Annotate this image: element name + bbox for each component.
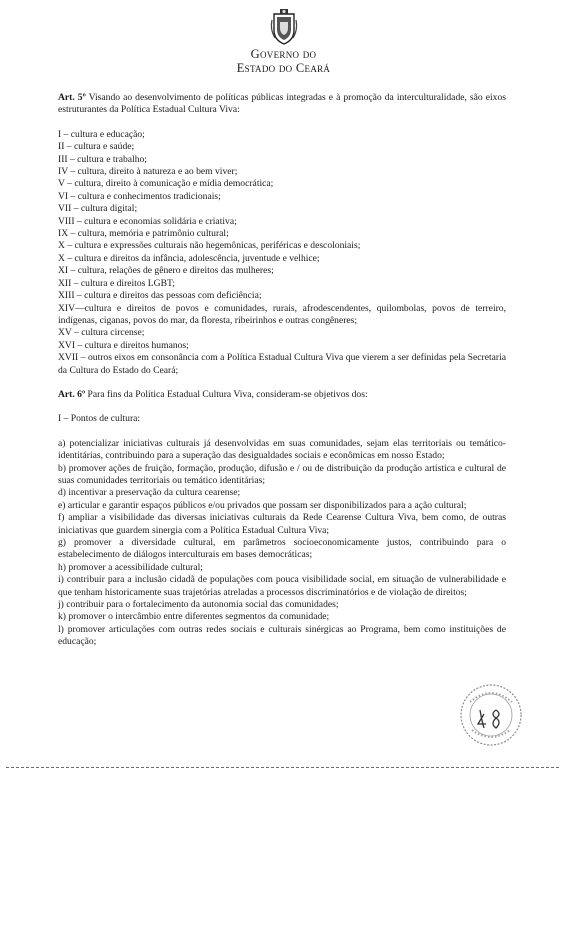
art5-item: VIII – cultura e economias solidária e criativa; bbox=[58, 215, 237, 227]
art5-item: III – cultura e trabalho; bbox=[58, 153, 147, 165]
page-stamp-icon bbox=[456, 680, 526, 750]
art5-text: Visando ao desenvolvimento de políticas públicas integradas e à promoção da interculturalidade, são eixos estruturantes da Política Estadual Cultura Viva: bbox=[58, 92, 506, 116]
art6-item: a) potencializar iniciativas culturais já desenvolvidas em suas comunidades, sejam elas territoriais ou temático-identitárias, contribuindo para a superação das desigualdades sociais e econômicas em nosso Estado; bbox=[58, 437, 506, 462]
art6-label: Art. 6º bbox=[58, 388, 86, 400]
art5-item: V – cultura, direito à comunicação e mídia democrática; bbox=[58, 178, 274, 190]
art5-item: XVI – cultura e direitos humanos; bbox=[58, 339, 189, 351]
art5-item: X – cultura e expressões culturais não hegemônicas, periféricas e descoloniais; bbox=[58, 240, 361, 252]
art5-item: I – cultura e educação; bbox=[58, 128, 145, 140]
art5-label: Art. 5º bbox=[58, 92, 86, 103]
art5-item: IX – cultura, memória e patrimônio cultural; bbox=[58, 228, 229, 240]
art5-item: VII – cultura digital; bbox=[58, 203, 138, 215]
art6-paragraph bbox=[58, 389, 506, 401]
art6-text: Para fins da Política Estadual Cultura Viva, consideram-se objetivos dos: bbox=[85, 388, 368, 400]
art5-item: XIII – cultura e direitos das pessoas com deficiência; bbox=[58, 290, 262, 302]
art5-item: X – cultura e direitos da infância, adolescência, juventude e velhice; bbox=[58, 252, 320, 264]
art6-item: j) contribuir para o fortalecimento da autonomia social das comunidades; bbox=[58, 599, 339, 611]
state-coat-of-arms-icon bbox=[269, 8, 299, 46]
art6-item: g) promover a diversidade cultural, em parâmetros socioeconomicamente justos, contribuindo para o estabelecimento de diálogos interculturais em bases democráticas; bbox=[58, 537, 506, 561]
art5-paragraph bbox=[58, 92, 506, 117]
art6-item: b) promover ações de fruição, formação, produção, difusão e / ou de distribuição da produção artística e cultural de suas comunidades territoriais ou temático identitárias; bbox=[58, 462, 506, 486]
art6-items-list bbox=[58, 438, 506, 649]
art6-item: i) contribuir para a inclusão cidadã de populações com pouca visibilidade social, em situação de vulnerabilidade e que tenham historicamente suas trajetórias atreladas a processos discriminatórios e de violação de direitos; bbox=[58, 574, 506, 598]
art6-item: e) articular e garantir espaços públicos e/ou privados que possam ser disponibilizados para a ação cultural; bbox=[58, 499, 467, 511]
art6-item: d) incentivar a preservação da cultura cearense; bbox=[58, 487, 241, 499]
art6-item: f) ampliar a visibilidade das diversas iniciativas culturais da Rede Cearense Cultura Viva, bem como, de outras iniciativas que guardem sinergia com a Política Estadual Cultura Viva; bbox=[58, 512, 506, 536]
letterhead-line-estado: Estado do Ceará bbox=[236, 61, 331, 75]
art5-item: IV – cultura, direito à natureza e ao bem viver; bbox=[58, 166, 238, 178]
art5-items-list bbox=[58, 129, 506, 377]
art6-section-title: I – Pontos de cultura: bbox=[58, 413, 141, 425]
art5-item: XIV—cultura e direitos de povos e comunidades, rurais, afrodescendentes, quilombolas, povos de terreiro, indígenas, ciganas, povos do mar, da floresta, ribeirinhos e outras congêneres; bbox=[58, 302, 506, 326]
art5-item: XVII – outros eixos em consonância com a Política Estadual Cultura Viva que vierem a ser definidas pela Secretaria da Cultura do Estado do Ceará; bbox=[58, 352, 506, 376]
footer-divider bbox=[6, 767, 559, 768]
letterhead-line-governo: Governo do bbox=[250, 47, 317, 61]
art6-item: l) promover articulações com outras redes sociais e culturais sinérgicas ao Programa, bem como instituições de educação; bbox=[58, 623, 506, 648]
art6-item: h) promover a acessibilidade cultural; bbox=[58, 561, 203, 573]
art5-item: XV – cultura circense; bbox=[58, 327, 145, 339]
letterhead bbox=[0, 8, 567, 75]
document-body bbox=[58, 92, 506, 649]
art6-item: k) promover o intercâmbio entre diferentes segmentos da comunidade; bbox=[58, 611, 330, 623]
art5-item: XII – cultura e direitos LGBT; bbox=[58, 277, 175, 289]
art5-item: XI – cultura, relações de gênero e direitos das mulheres; bbox=[58, 265, 274, 277]
art5-item: II – cultura e saúde; bbox=[58, 141, 135, 153]
art5-item: VI – cultura e conhecimentos tradicionais; bbox=[58, 190, 221, 202]
